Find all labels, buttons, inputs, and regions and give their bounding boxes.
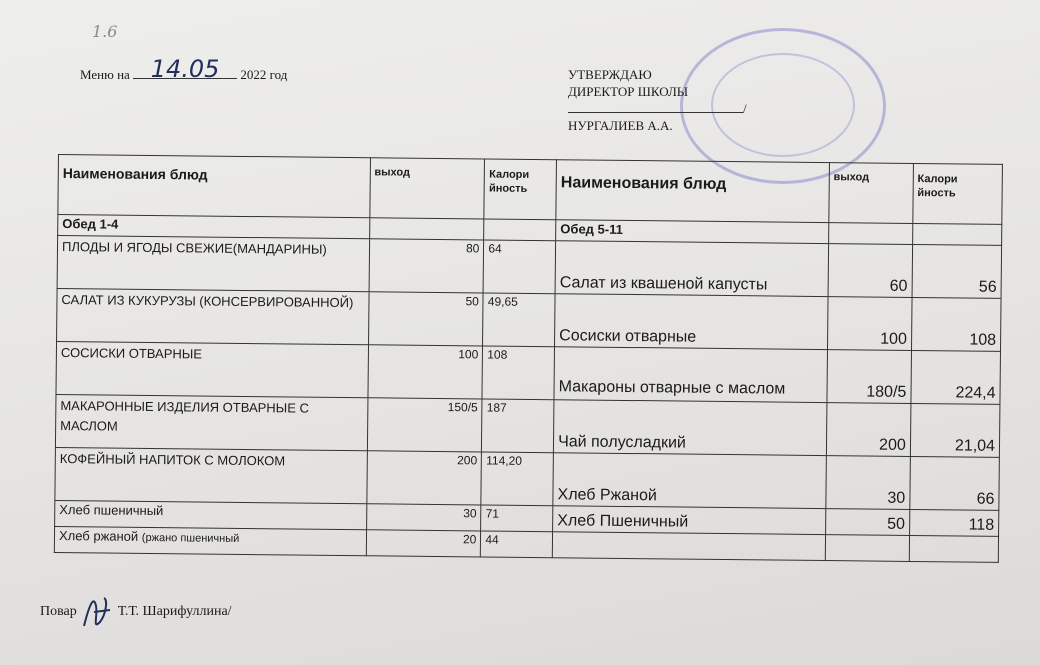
right-dish-output: 180/5 <box>827 350 912 404</box>
empty-cell <box>909 535 998 562</box>
right-dish-name: Хлеб Пшеничный <box>553 506 826 535</box>
left-dish-name: Хлеб пшеничный <box>55 500 367 529</box>
left-dish-calories: 64 <box>483 240 555 294</box>
table-row <box>57 288 1002 351</box>
left-dish-output: 80 <box>369 239 484 293</box>
right-dish-output: 100 <box>827 297 912 351</box>
empty-cell <box>912 223 1001 245</box>
table-row <box>57 236 1002 299</box>
right-col-cal-header: Калори йность <box>913 163 1003 224</box>
empty-cell <box>552 532 825 561</box>
table-row <box>55 447 1000 510</box>
right-dish-calories: 118 <box>909 509 998 536</box>
right-col-output-header: выход <box>829 163 914 224</box>
right-dish-output: 50 <box>825 509 909 536</box>
menu-table <box>54 154 1003 563</box>
approve-title: УТВЕРЖДАЮ <box>568 67 652 82</box>
left-dish-name: САЛАТ ИЗ КУКУРУЗЫ (КОНСЕРВИРОВАННОЙ) <box>57 288 369 344</box>
left-dish-calories: 71 <box>481 505 553 532</box>
left-dish-calories: 187 <box>482 399 554 453</box>
left-dish-output: 20 <box>366 530 481 557</box>
right-section-label: Обед 5-11 <box>556 220 829 244</box>
menu-date-line <box>80 55 288 83</box>
left-col-output-header: выход <box>369 158 484 219</box>
menu-prefix: Меню на <box>80 67 130 82</box>
left-dish-output: 150/5 <box>367 398 482 452</box>
right-dish-output: 30 <box>826 456 911 510</box>
empty-cell <box>484 219 556 241</box>
left-dish-calories: 114,20 <box>481 452 553 506</box>
empty-cell <box>369 218 484 240</box>
cook-name: Т.Т. Шарифуллина/ <box>117 604 232 620</box>
right-dish-name: Сосиски отварные <box>555 294 828 350</box>
approval-block <box>568 66 747 134</box>
approve-name: НУРГАЛИЕВ А.А. <box>568 118 673 133</box>
left-dish-name: Хлеб ржаной <box>58 528 139 544</box>
left-dish-output: 30 <box>366 504 481 531</box>
left-dish-name: КОФЕЙНЫЙ НАПИТОК С МОЛОКОМ <box>55 447 367 503</box>
left-section-label: Обед 1-4 <box>58 215 370 239</box>
left-dish-calories: 44 <box>481 531 553 558</box>
right-dish-name: Хлеб Ржаной <box>553 453 826 509</box>
left-dish-calories: 108 <box>482 346 554 400</box>
signature-line <box>568 100 743 113</box>
table-header-row <box>58 155 1003 225</box>
left-col-cal-header: Калори йность <box>484 159 556 220</box>
right-dish-calories: 108 <box>911 297 1001 351</box>
cook-signature-line <box>40 592 232 632</box>
right-dish-name: Макароны отварные с маслом <box>554 347 827 403</box>
right-dish-name: Салат из квашеной капусты <box>555 241 828 297</box>
left-dish-name-note: (ржано пшеничный <box>141 531 240 545</box>
right-dish-output: 200 <box>826 403 911 457</box>
cook-label: Повар <box>40 604 77 620</box>
right-dish-calories: 56 <box>912 244 1002 298</box>
right-col-name-header: Наименования блюд <box>556 160 829 223</box>
left-dish-name-cell <box>54 526 366 555</box>
approve-slash: / <box>743 101 747 116</box>
corner-note: 1.6 <box>92 22 118 41</box>
empty-cell <box>828 223 912 245</box>
menu-year: 2022 год <box>240 67 288 82</box>
table-row <box>55 394 1000 457</box>
left-dish-name: ПЛОДЫ И ЯГОДЫ СВЕЖИЕ(МАНДАРИНЫ) <box>57 236 369 292</box>
right-dish-calories: 224,4 <box>911 350 1001 404</box>
right-dish-output: 60 <box>828 244 913 298</box>
menu-date-handwritten: 14.05 <box>133 60 237 79</box>
right-dish-calories: 66 <box>910 456 1000 510</box>
approve-role: ДИРЕКТОР ШКОЛЫ <box>568 84 689 99</box>
left-dish-output: 200 <box>366 451 481 505</box>
left-dish-output: 50 <box>368 292 483 346</box>
empty-cell <box>825 535 909 562</box>
right-dish-name: Чай полусладкий <box>554 400 827 456</box>
handwritten-signature-icon <box>80 592 114 632</box>
left-col-name-header: Наименования блюд <box>58 155 370 218</box>
left-dish-name: СОСИСКИ ОТВАРНЫЕ <box>56 341 368 397</box>
right-dish-calories: 21,04 <box>910 403 1000 457</box>
left-dish-output: 100 <box>368 345 483 399</box>
left-dish-calories: 49,65 <box>483 293 555 347</box>
left-dish-name: МАКАРОННЫЕ ИЗДЕЛИЯ ОТВАРНЫЕ С МАСЛОМ <box>55 394 367 450</box>
table-row <box>56 341 1001 404</box>
